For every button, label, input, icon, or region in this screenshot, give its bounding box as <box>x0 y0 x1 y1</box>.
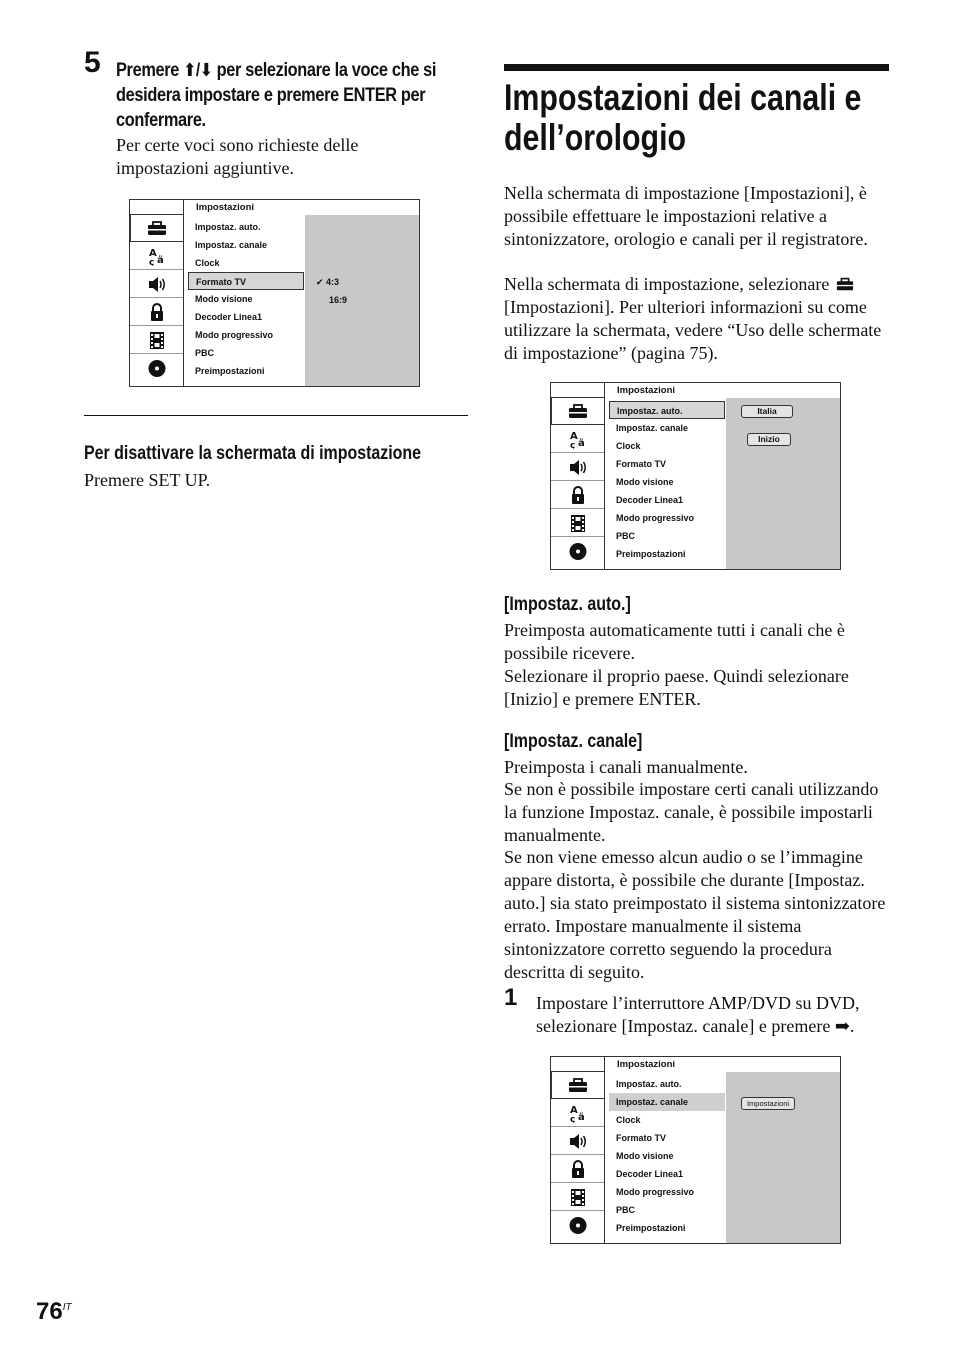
option-16-9: 16:9 <box>329 295 348 305</box>
menu-item: Modo progressivo <box>195 330 274 340</box>
menu-tab-lock <box>130 298 183 326</box>
menu-item: PBC <box>195 348 215 358</box>
title-rule <box>504 64 889 71</box>
menu-item-selected: Impostaz. auto. <box>609 401 725 419</box>
canale-line-2: Se non è possibile impostare certi canali utilizzando la funzione Impostaz. canale, è possibile impostarli manualmente. <box>504 779 879 845</box>
menu-item: Modo visione <box>195 294 253 304</box>
menu-item: Impostaz. auto. <box>616 1079 682 1089</box>
menu-tab-settings <box>551 397 605 425</box>
menu-item: Decoder Linea1 <box>195 312 263 322</box>
menu-item: Decoder Linea1 <box>616 1169 684 1179</box>
setup-menu-screenshot-2 <box>550 382 841 570</box>
menu-tab-disc <box>130 354 183 382</box>
intro-paragraph-1: Nella schermata di impostazione [Impostazioni], è possibile effettuare le impostazioni relative a sintonizzatore, orologio e canali per il registratore. <box>504 183 868 249</box>
menu-item: Modo progressivo <box>616 513 695 523</box>
menu-item: Impostaz. canale <box>616 423 689 433</box>
menu-tab-language <box>551 425 604 453</box>
auto-line-1: Preimposta automaticamente tutti i canali che è possibile ricevere. <box>504 620 845 663</box>
menu-item: Clock <box>195 258 220 268</box>
menu-tab-language <box>551 1099 604 1127</box>
disable-heading: Per disattivare la schermata di impostazione <box>84 443 422 464</box>
menu-tab-audio <box>130 270 183 298</box>
menu-list <box>609 1072 841 1243</box>
start-pill: Inizio <box>747 433 791 446</box>
page-number <box>36 1298 72 1326</box>
step-1-end: . <box>849 1016 855 1036</box>
menu-item: Clock <box>616 441 641 451</box>
menu-tab-audio <box>551 1127 604 1155</box>
menu-options-panel <box>726 398 840 569</box>
page-title: Impostazioni dei canali e dell’orologio <box>504 77 862 158</box>
setup-menu-screenshot-3 <box>550 1056 841 1244</box>
menu-tab-lock <box>551 1155 604 1183</box>
menu-tab-lock <box>551 481 604 509</box>
auto-heading: [Impostaz. auto.] <box>504 594 631 615</box>
menu-list <box>609 398 841 569</box>
menu-options-panel <box>305 215 419 386</box>
menu-item: Impostaz. auto. <box>195 222 261 232</box>
menu-items <box>188 218 304 380</box>
step-1-text <box>536 992 896 1038</box>
menu-item: Formato TV <box>616 459 667 469</box>
menu-list <box>188 215 420 386</box>
menu-item: Decoder Linea1 <box>616 495 684 505</box>
step-5-heading <box>116 58 469 133</box>
step-1-text-main: Impostare l’interruttore AMP/DVD su DVD, selezionare [Impostaz. canale] e premere <box>536 993 860 1036</box>
intro-2-part1: Nella schermata di impostazione, selezionare <box>504 274 830 294</box>
menu-item: PBC <box>616 1205 636 1215</box>
menu-item: Preimpostazioni <box>616 1223 686 1233</box>
country-pill: Italia <box>741 405 793 418</box>
page-number-value: 76 <box>36 1298 63 1325</box>
step-5-body: Per certe voci sono richieste delle impostazioni aggiuntive. <box>116 135 359 178</box>
impostazioni-pill: Impostazioni <box>741 1097 795 1110</box>
up-down-arrow-icon: ⬆/⬇ <box>183 60 213 80</box>
intro-paragraph-2 <box>504 273 894 365</box>
canale-line-1: Preimposta i canali manualmente. <box>504 757 748 777</box>
menu-items <box>609 1075 725 1237</box>
section-divider <box>84 415 468 416</box>
menu-item: Preimpostazioni <box>195 366 265 376</box>
menu-icon-column <box>551 1057 605 1243</box>
step-number-5: 5 <box>84 46 101 79</box>
menu-title: Impostazioni <box>617 1059 676 1070</box>
menu-items <box>609 401 725 563</box>
step-5-heading-part1: Premere <box>116 60 184 81</box>
menu-item-highlighted: Impostaz. canale <box>609 1093 725 1111</box>
menu-item: Impostaz. canale <box>195 240 268 250</box>
menu-item: Modo visione <box>616 1151 674 1161</box>
menu-item: PBC <box>616 531 636 541</box>
menu-tab-film <box>551 1183 604 1211</box>
menu-tab-language <box>130 242 183 270</box>
menu-tab-audio <box>551 453 604 481</box>
menu-tab-settings <box>130 214 184 242</box>
toolbox-icon <box>834 275 856 293</box>
menu-item: Formato TV <box>616 1133 667 1143</box>
option-4-3: ✔ 4:3 <box>316 277 340 287</box>
menu-item: Modo visione <box>616 477 674 487</box>
intro-2-part2: [Impostazioni]. Per ulteriori informazioni su come utilizzare la schermata, vedere “Uso delle schermate di impostazione” (pagina 75). <box>504 297 882 363</box>
menu-item: Clock <box>616 1115 641 1125</box>
menu-title: Impostazioni <box>617 385 676 396</box>
menu-item-selected: Formato TV <box>188 272 304 290</box>
canale-heading: [Impostaz. canale] <box>504 731 643 752</box>
menu-tab-disc <box>551 537 604 565</box>
menu-tab-film <box>551 509 604 537</box>
menu-tab-film <box>130 326 183 354</box>
right-arrow-icon: ➡ <box>834 1016 850 1036</box>
disable-body: Premere SET UP. <box>84 470 211 490</box>
canale-line-3: Se non viene emesso alcun audio o se l’immagine appare distorta, è possibile che durante [Impostaz. auto.] sia stato preimpostato il sistema sintonizzatore errato. Impostare manualmente il sistema sintonizzatore corretto seguendo la procedura descritta di seguito. <box>504 847 886 982</box>
step-5-heading-part2: per selezionare la voce che si desidera impostare e premere ENTER per confermare. <box>116 60 437 131</box>
menu-icon-column <box>130 200 184 386</box>
setup-menu-screenshot-1 <box>129 199 420 387</box>
page-lang: IT <box>62 1302 72 1313</box>
step-number-1: 1 <box>504 984 518 1011</box>
auto-line-2: Selezionare il proprio paese. Quindi selezionare [Inizio] e premere ENTER. <box>504 666 849 709</box>
menu-tab-disc <box>551 1211 604 1239</box>
menu-item: Modo progressivo <box>616 1187 695 1197</box>
menu-item: Preimpostazioni <box>616 549 686 559</box>
menu-icon-column <box>551 383 605 569</box>
menu-title: Impostazioni <box>196 202 255 213</box>
menu-tab-settings <box>551 1071 605 1099</box>
